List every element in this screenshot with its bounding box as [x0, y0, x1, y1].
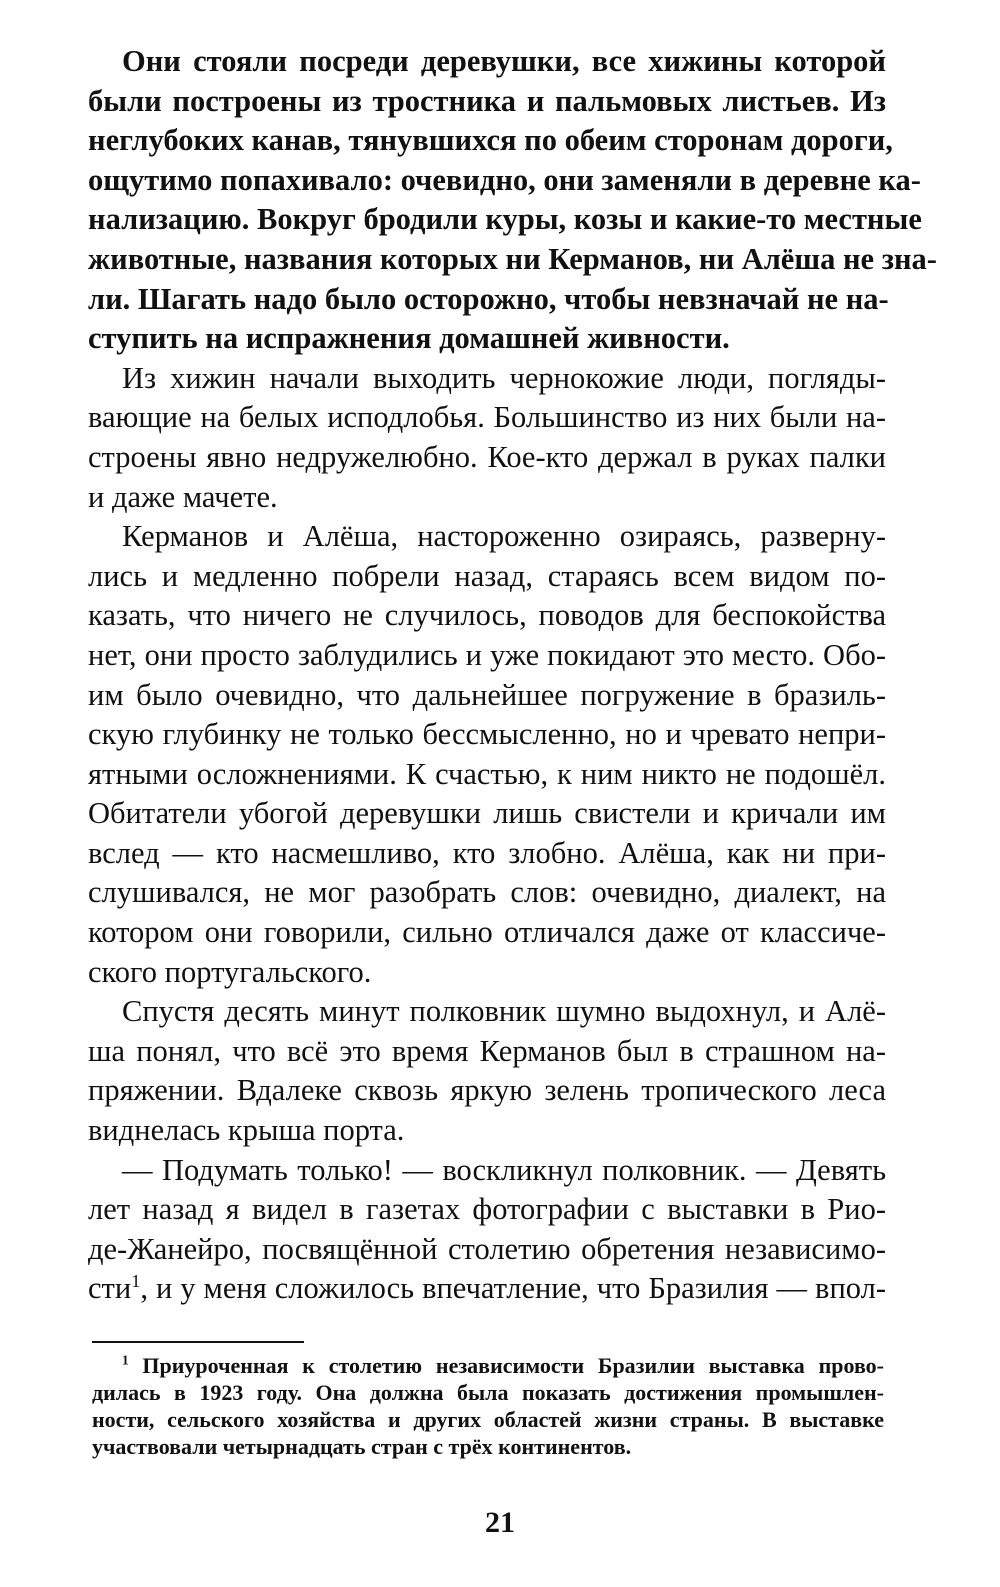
paragraph-1 — [88, 42, 937, 359]
line-start: сти — [88, 1271, 132, 1306]
page-number: 21 — [485, 1506, 515, 1539]
paragraph-2 — [88, 359, 886, 517]
text-line: нализацию. Вокруг бродили куры, козы и какие-то местные — [88, 202, 922, 237]
text-line: были построены из тростника и пальмовых листьев. Из — [88, 83, 886, 118]
text-line: ятными осложнениями. К счастью, к ним никто не подошёл. — [88, 756, 886, 791]
text-line: и даже мачете. — [88, 479, 278, 514]
text-line: лись и медленно побрели назад, стараясь всем видом по- — [88, 558, 886, 593]
text-line: Обитатели убогой деревушки лишь свистели и кричали им — [88, 796, 886, 831]
footnote-reference[interactable]: 1 — [131, 1271, 141, 1292]
text-line: строены явно недружелюбно. Кое-кто держал в руках палки — [88, 439, 886, 474]
paragraph-3 — [88, 517, 886, 992]
text-line: казать, что ничего не случилось, поводов для беспокойства — [88, 598, 886, 633]
text-line: Спустя десять минут полковник шумно выдохнул, и Алё- — [122, 994, 886, 1029]
text-line: ли. Шагать надо было осторожно, чтобы невзначай не на- — [88, 281, 889, 316]
text-line: ша понял, что всё это время Керманов был в страшном на- — [88, 1033, 886, 1068]
footnote-marker: 1 — [122, 1352, 129, 1368]
footnote-line: дилась в 1923 году. Она должна была показать достижения промышлен- — [92, 1380, 884, 1405]
footnote-separator — [92, 1341, 304, 1343]
text-line: неглубоких канав, тянувшихся по обеим сторонам дороги, — [88, 123, 893, 158]
footnote-line: ности, сельского хозяйства и других областей жизни страны. В выставке — [92, 1407, 884, 1432]
footnote-line: участвовали четырнадцать стран с трёх континентов. — [92, 1434, 632, 1459]
text-line: Они стояли посреди деревушки, все хижины которой — [122, 44, 886, 78]
text-line: лет назад я видел в газетах фотографии с выставки в Рио- — [88, 1192, 886, 1227]
text-line: Из хижин начали выходить чернокожие люди, погляды- — [122, 360, 886, 395]
text-line: де-Жанейро, посвящённой столетию обретения независимо- — [88, 1231, 886, 1266]
text-line: нет, они просто заблудились и уже покидают это место. Обо- — [88, 637, 886, 672]
text-line: — Подумать только! — воскликнул полковник. — Девять — [122, 1152, 886, 1187]
text-line: ского португальского. — [88, 954, 372, 989]
text-line: котором они говорили, сильно отличался даже от классиче- — [88, 915, 886, 950]
text-line: вающие на белых исподлобья. Большинство из них были на- — [88, 400, 886, 435]
footnote-line — [92, 1352, 884, 1379]
text-line: ощутимо попахивало: очевидно, они заменяли в деревне ка- — [88, 162, 921, 197]
main-text — [88, 42, 937, 1309]
text-line: ступить на испражнения домашней живности. — [88, 321, 730, 356]
text-line: животные, названия которых ни Керманов, ни Алёша не зна- — [88, 241, 937, 276]
footnote-text: Приуроченная к столетию независимости Бразилии выставка прово- — [142, 1353, 884, 1378]
text-line: скую глубинку не только бессмысленно, но и чревато непри- — [88, 717, 886, 752]
text-line-with-footnote-ref: сти$^1$, и у меня сложилось впечатление, что Бразилия — впол- — [88, 1271, 887, 1306]
text-line: пряжении. Вдалеке сквозь яркую зелень тропического леса — [88, 1073, 886, 1108]
footnote — [92, 1352, 884, 1460]
text-line: виднелась крыша порта. — [88, 1113, 405, 1148]
paragraph-4 — [88, 992, 886, 1150]
text-line: им было очевидно, что дальнейшее погружение в бразиль- — [88, 677, 886, 712]
text-line: вслед — кто насмешливо, кто злобно. Алёша, как ни при- — [88, 835, 886, 870]
line-end: и у меня сложилось впечатление, что Бразилия — впол- — [155, 1271, 887, 1306]
paragraph-5 — [88, 1151, 886, 1309]
text-line: слушивался, не мог разобрать слов: очевидно, диалект, на — [88, 875, 886, 910]
text-line: Керманов и Алёша, настороженно озираясь, разверну- — [122, 519, 886, 554]
book-page — [88, 42, 937, 1309]
